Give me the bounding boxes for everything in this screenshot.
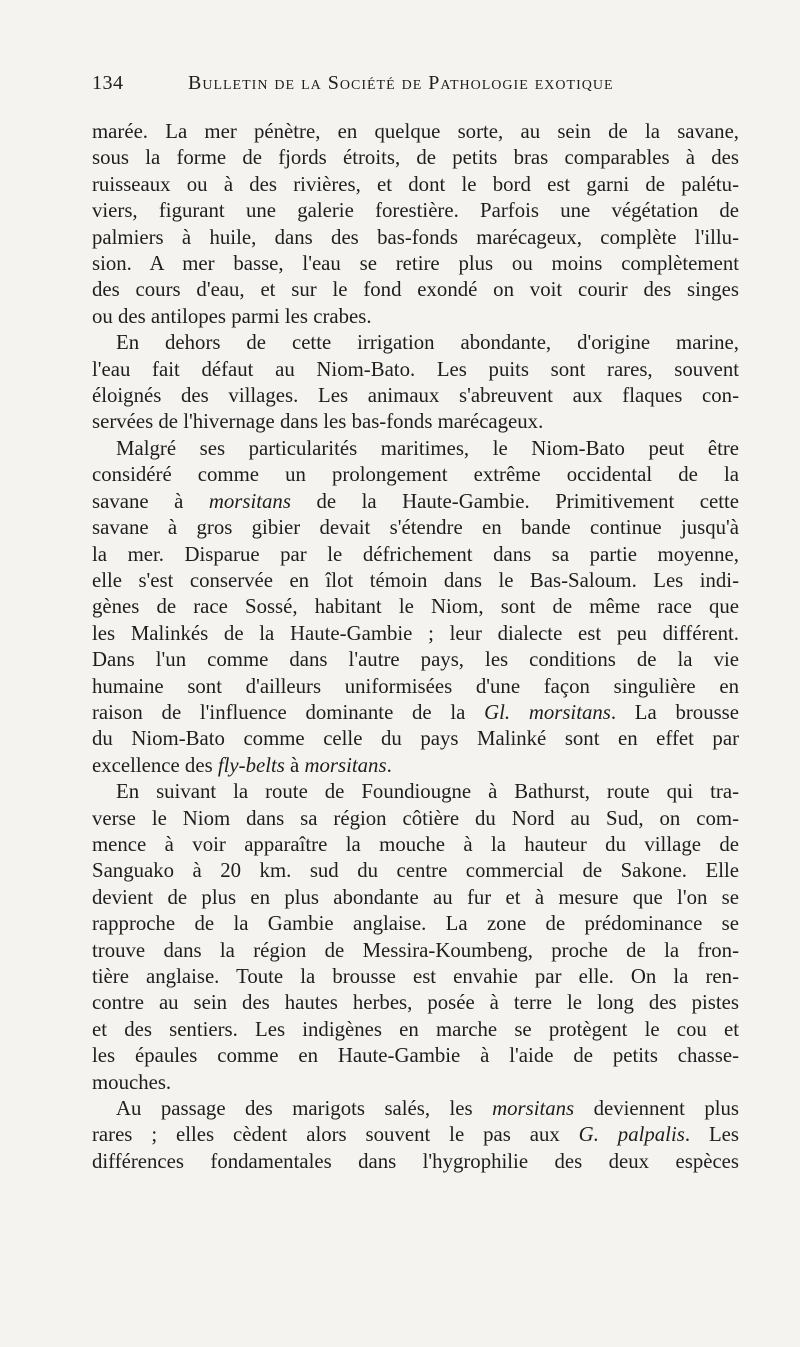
paragraph (92, 779, 739, 1096)
text-line: et des sentiers. Les indigènes en marche se protègent le cou et (92, 1017, 739, 1041)
text-line: mence à voir apparaître la mouche à la hauteur du village de (92, 832, 739, 856)
text-line: Sanguako à 20 km. sud du centre commercial de Sakone. Elle (92, 859, 739, 883)
italic-term: fly-belts (217, 753, 285, 777)
running-head (92, 72, 742, 104)
page-number: 134 (92, 72, 124, 94)
text-line: la mer. Disparue par le défrichement dans sa partie moyenne, (92, 542, 739, 566)
text-line: savane à gros gibier devait s'étendre en bande continue jusqu'à (92, 516, 739, 540)
text-line: elle s'est conservée en îlot témoin dans le Bas-Saloum. Les indi- (92, 568, 739, 592)
text-line: les épaules comme en Haute-Gambie à l'aide de petits chasse- (92, 1044, 739, 1068)
paragraph (92, 436, 739, 779)
text-line: différences fondamentales dans l'hygrophilie des deux espèces (92, 1149, 739, 1173)
text-line: savane à morsitans de la Haute-Gambie. Primitivement cette (92, 489, 739, 513)
paragraph (92, 119, 739, 330)
italic-term: G. palpalis (578, 1123, 685, 1147)
text-line: gènes de race Sossé, habitant le Niom, sont de même race que (92, 595, 739, 619)
text-line: rares ; elles cèdent alors souvent le pas aux G. palpalis. Les (92, 1123, 739, 1147)
italic-term: morsitans (208, 489, 291, 513)
text-line: l'eau fait défaut au Niom-Bato. Les puits sont rares, souvent (92, 357, 739, 381)
text-line: considéré comme un prolongement extrême occidental de la (92, 463, 739, 487)
text-line: sion. A mer basse, l'eau se retire plus ou moins complètement (92, 252, 739, 276)
text-line: contre au sein des hautes herbes, posée à terre le long des pistes (92, 991, 739, 1015)
text-line: ruisseaux ou à des rivières, et dont le bord est garni de palétu- (92, 172, 739, 196)
text-line: En suivant la route de Foundiougne à Bathurst, route qui tra- (116, 780, 739, 804)
text-line: raison de l'influence dominante de la Gl. morsitans. La brousse (92, 700, 740, 724)
text-line: mouches. (92, 1070, 172, 1094)
text-line: marée. La mer pénètre, en quelque sorte, au sein de la savane, (92, 120, 739, 143)
text-line: des cours d'eau, et sur le fond exondé on voit courir des singes (92, 278, 739, 302)
text-line: tière anglaise. Toute la brousse est envahie par elle. On la ren- (92, 965, 739, 988)
text-line: excellence des fly-belts à morsitans. (92, 753, 392, 777)
text-line: les Malinkés de la Haute-Gambie ; leur dialecte est peu différent. (92, 621, 739, 645)
text-line: Dans l'un comme dans l'autre pays, les conditions de la vie (92, 648, 739, 672)
paragraph (92, 330, 739, 436)
italic-term: Gl. morsitans (484, 700, 611, 724)
text-line: humaine sont d'ailleurs uniformisées d'une façon singulière en (92, 674, 739, 698)
text-line: palmiers à huile, dans des bas-fonds marécageux, complète l'illu- (92, 225, 739, 249)
text-line: éloignés des villages. Les animaux s'abreuvent aux flaques con- (92, 384, 739, 408)
text-line: ou des antilopes parmi les crabes. (92, 304, 372, 328)
text-line: rapproche de la Gambie anglaise. La zone de prédominance se (92, 912, 739, 936)
journal-title: Bulletin de la Société de Pathologie exotique (188, 72, 614, 94)
text-line: Malgré ses particularités maritimes, le Niom-Bato peut être (116, 436, 739, 460)
body-text (92, 119, 739, 1175)
text-line: En dehors de cette irrigation abondante, d'origine marine, (116, 331, 739, 355)
text-line: verse le Niom dans sa région côtière du Nord au Sud, on com- (92, 806, 739, 830)
italic-term: morsitans (304, 753, 387, 777)
text-line: devient de plus en plus abondante au fur et à mesure que l'on se (92, 885, 739, 909)
text-line: viers, figurant une galerie forestière. Parfois une végétation de (92, 199, 739, 223)
italic-term: morsitans (492, 1097, 575, 1121)
text-line: Au passage des marigots salés, les morsitans deviennent plus (116, 1097, 739, 1121)
text-line: trouve dans la région de Messira-Koumbeng, proche de la fron- (92, 938, 739, 962)
text-line: sous la forme de fjords étroits, de petits bras comparables à des (92, 146, 739, 170)
text-line: du Niom-Bato comme celle du pays Malinké sont en effet par (92, 727, 739, 751)
paragraph (92, 1096, 739, 1175)
text-line: servées de l'hivernage dans les bas-fonds marécageux. (92, 410, 544, 434)
